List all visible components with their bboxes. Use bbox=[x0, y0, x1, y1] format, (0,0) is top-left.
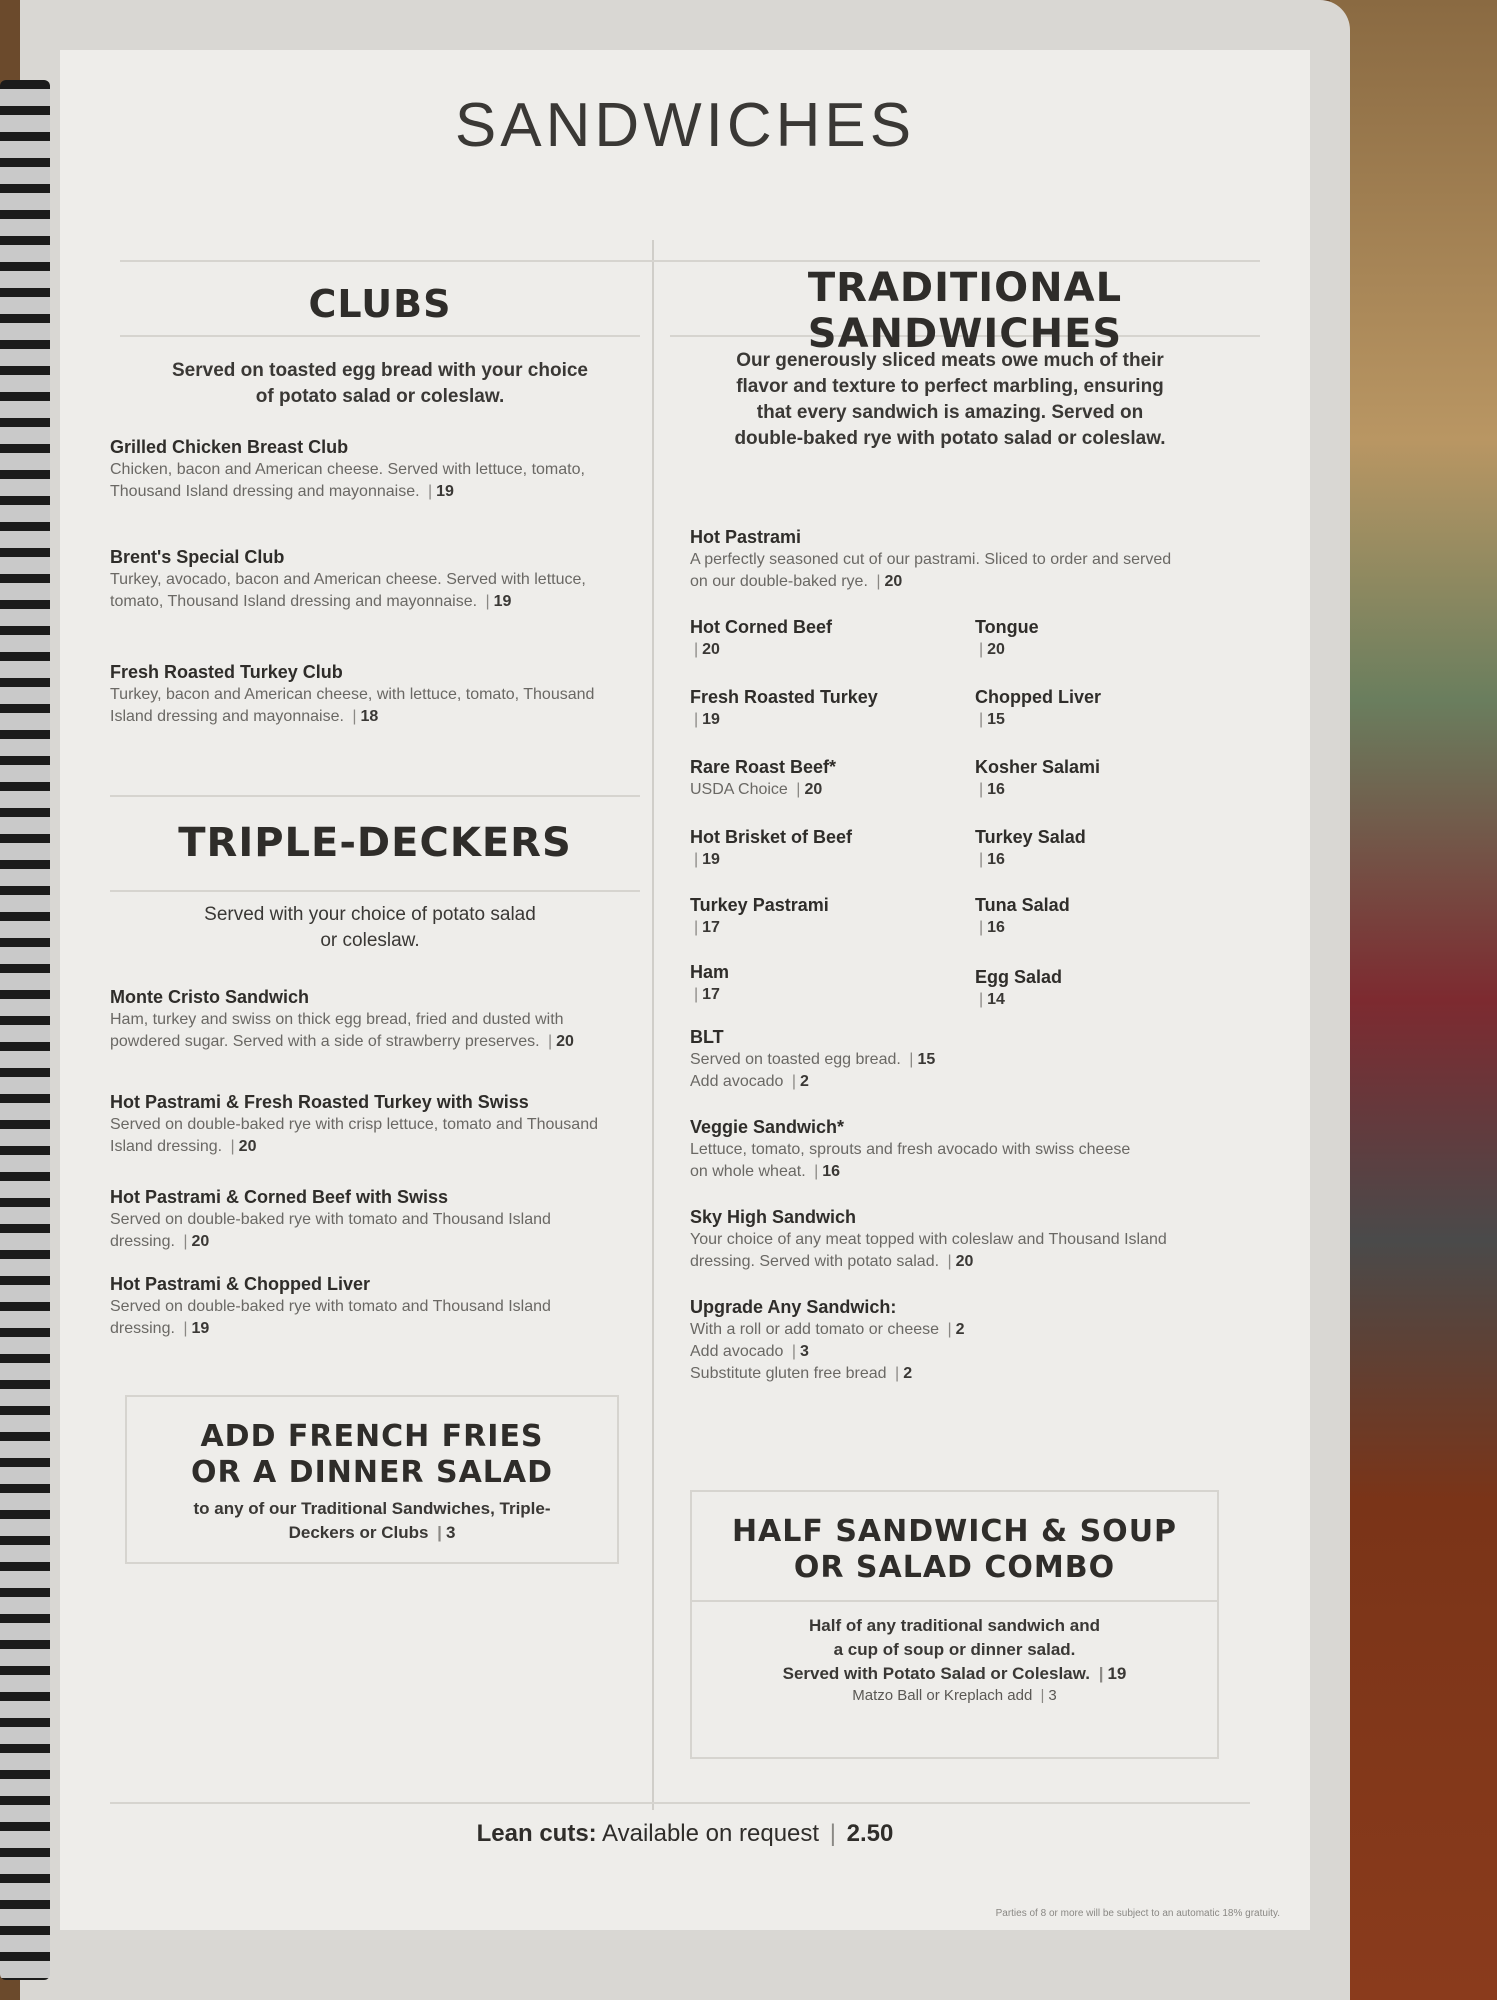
fine-print: Parties of 8 or more will be subject to an automatic 18% gratuity. bbox=[995, 1908, 1280, 1919]
upgrade-option: Add avocado bbox=[690, 1343, 784, 1360]
traditional-intro: Our generously sliced meats owe much of their flavor and texture to perfect marbling, ensuring that every sandwich is amazing. Served on double-baked rye with potato salad or coleslaw. bbox=[734, 350, 1166, 449]
menu-item: BLT Served on toasted egg bread. | 15 Add avocado | 2 bbox=[690, 1025, 1210, 1093]
column-divider bbox=[652, 240, 654, 1810]
menu-item: Chopped Liver | 15 bbox=[975, 685, 1235, 731]
item-desc: Served on double-baked rye with tomato and Thousand Island dressing. bbox=[110, 1298, 551, 1337]
item-price: 16 bbox=[822, 1163, 841, 1180]
spiral-binding bbox=[0, 80, 50, 1980]
item-desc: Lettuce, tomato, sprouts and fresh avocado with swiss cheese on whole wheat. bbox=[690, 1141, 1131, 1180]
item-price: 20 bbox=[987, 641, 1005, 658]
lean-cuts-price: 2.50 bbox=[846, 1820, 894, 1847]
item-price: 20 bbox=[238, 1138, 257, 1155]
item-desc: Turkey, avocado, bacon and American cheese. Served with lettuce, tomato, Thousand Island dressing and mayonnaise. bbox=[110, 571, 586, 610]
item-desc: Chicken, bacon and American cheese. Served with lettuce, tomato, Thousand Island dressing and mayonnaise. bbox=[110, 461, 585, 500]
upgrade-option: Substitute gluten free bread bbox=[690, 1365, 887, 1382]
menu-item: Kosher Salami | 16 bbox=[975, 755, 1235, 801]
menu-item: Tongue | 20 bbox=[975, 615, 1235, 661]
item-price: 19 bbox=[493, 593, 512, 610]
item-addon: Add avocado bbox=[690, 1073, 784, 1090]
item-price: 15 bbox=[987, 711, 1005, 728]
combo-line: Half of any traditional sandwich and bbox=[809, 1616, 1100, 1635]
item-price: 20 bbox=[556, 1033, 574, 1050]
divider bbox=[110, 795, 640, 797]
item-desc: Served on double-baked rye with tomato and Thousand Island dressing. bbox=[110, 1211, 551, 1250]
menu-item: Tuna Salad | 16 bbox=[975, 893, 1235, 939]
item-name: Kosher Salami bbox=[975, 757, 1101, 777]
upgrade-option: With a roll or add tomato or cheese bbox=[690, 1321, 940, 1338]
item-price: 20 bbox=[191, 1233, 210, 1250]
item-name: Brent's Special Club bbox=[110, 547, 285, 567]
item-name: Tuna Salad bbox=[975, 895, 1070, 915]
item-price: 20 bbox=[884, 573, 903, 590]
item-price: 16 bbox=[987, 851, 1005, 868]
item-name: Hot Pastrami & Chopped Liver bbox=[110, 1274, 371, 1294]
menu-item: Grilled Chicken Breast Club Chicken, bacon and American cheese. Served with lettuce, tomato, Thousand Island dressing and mayonnaise. | 19 bbox=[110, 435, 630, 503]
item-name: Veggie Sandwich* bbox=[690, 1117, 845, 1137]
item-price: 19 bbox=[436, 483, 454, 500]
item-price: 20 bbox=[804, 781, 823, 798]
menu-item: Turkey Pastrami | 17 bbox=[690, 893, 950, 939]
item-desc: Your choice of any meat topped with coleslaw and Thousand Island dressing. Served with potato salad. bbox=[690, 1231, 1167, 1270]
item-name: Egg Salad bbox=[975, 967, 1063, 987]
item-name: Tongue bbox=[975, 617, 1039, 637]
menu-item: Hot Brisket of Beef | 19 bbox=[690, 825, 950, 871]
item-price: 19 bbox=[702, 711, 720, 728]
menu-item: Ham | 17 bbox=[690, 960, 950, 1006]
item-name: Turkey Salad bbox=[975, 827, 1086, 847]
divider bbox=[110, 1802, 1250, 1804]
item-name: Upgrade Any Sandwich: bbox=[690, 1297, 897, 1317]
item-name: Fresh Roasted Turkey bbox=[690, 687, 878, 707]
item-name: Hot Corned Beef bbox=[690, 617, 833, 637]
menu-item: Veggie Sandwich* Lettuce, tomato, sprouts and fresh avocado with swiss cheese on whole wheat. | 16 bbox=[690, 1115, 1140, 1183]
item-price: 15 bbox=[917, 1051, 936, 1068]
menu-item: Turkey Salad | 16 bbox=[975, 825, 1235, 871]
triple-deckers-title: TRIPLE-DECKERS bbox=[178, 820, 572, 866]
combo-line: a cup of soup or dinner salad. bbox=[833, 1640, 1076, 1659]
item-name: Hot Pastrami bbox=[690, 527, 802, 547]
upgrade-price: 2 bbox=[955, 1321, 965, 1338]
menu-page bbox=[60, 50, 1310, 1930]
clubs-intro: Served on toasted egg bread with your choice of potato salad or coleslaw. bbox=[172, 360, 588, 407]
item-desc: Ham, turkey and swiss on thick egg bread, fried and dusted with powdered sugar. Served with a side of strawberry preserves. bbox=[110, 1011, 564, 1050]
item-name: Hot Brisket of Beef bbox=[690, 827, 853, 847]
item-desc: Turkey, bacon and American cheese, with lettuce, tomato, Thousand Island dressing and mayonnaise. bbox=[110, 686, 595, 725]
divider bbox=[120, 260, 1260, 262]
menu-item: Egg Salad | 14 bbox=[975, 965, 1235, 1011]
item-price: 19 bbox=[191, 1320, 210, 1337]
lean-cuts-label: Lean cuts: bbox=[476, 1820, 597, 1847]
menu-item: Sky High Sandwich Your choice of any meat topped with coleslaw and Thousand Island dressing. Served with potato salad. | 20 bbox=[690, 1205, 1230, 1273]
combo-price: 19 bbox=[1107, 1664, 1127, 1683]
menu-item: Brent's Special Club Turkey, avocado, bacon and American cheese. Served with lettuce, tomato, Thousand Island dressing and mayonnaise. | 19 bbox=[110, 545, 630, 613]
add-fries-box: ADD FRENCH FRIES OR A DINNER SALAD to any of our Traditional Sandwiches, Triple-Deckers or Clubs | 3 bbox=[125, 1395, 619, 1564]
item-name: Grilled Chicken Breast Club bbox=[110, 437, 349, 457]
item-desc: Served on double-baked rye with crisp lettuce, tomato and Thousand Island dressing. bbox=[110, 1116, 598, 1155]
box-price: 3 bbox=[445, 1523, 456, 1542]
menu-item: Monte Cristo Sandwich Ham, turkey and swiss on thick egg bread, fried and dusted with powdered sugar. Served with a side of strawberry preserves. | 20 bbox=[110, 985, 610, 1053]
menu-item: Fresh Roasted Turkey | 19 bbox=[690, 685, 950, 731]
upgrade-section: Upgrade Any Sandwich: With a roll or add tomato or cheese | 2 Add avocado | 3 Substitute gluten free bread | 2 bbox=[690, 1295, 1210, 1385]
menu-item: Fresh Roasted Turkey Club Turkey, bacon and American cheese, with lettuce, tomato, Thousand Island dressing and mayonnaise. | 18 bbox=[110, 660, 630, 728]
item-name: Rare Roast Beef* bbox=[690, 757, 837, 777]
divider bbox=[110, 890, 640, 892]
divider bbox=[120, 335, 640, 337]
item-price: 17 bbox=[702, 919, 720, 936]
item-addon-price: 2 bbox=[800, 1073, 809, 1090]
item-name: Monte Cristo Sandwich bbox=[110, 987, 310, 1007]
box-title-line: OR A DINNER SALAD bbox=[190, 1455, 554, 1490]
triple-deckers-intro: Served with your choice of potato salad or coleslaw. bbox=[204, 904, 536, 951]
item-desc: Served on toasted egg bread. bbox=[690, 1051, 901, 1068]
box-title-line: ADD FRENCH FRIES bbox=[200, 1419, 544, 1454]
item-name: Fresh Roasted Turkey Club bbox=[110, 662, 343, 682]
menu-item: Hot Pastrami & Corned Beef with Swiss Served on double-baked rye with tomato and Thousand Island dressing. | 20 bbox=[110, 1185, 610, 1253]
combo-line: Served with Potato Salad or Coleslaw. bbox=[782, 1664, 1090, 1683]
item-price: 20 bbox=[702, 641, 720, 658]
menu-item: Hot Pastrami & Chopped Liver Served on double-baked rye with tomato and Thousand Island dressing. | 19 bbox=[110, 1272, 610, 1340]
box-text: to any of our Traditional Sandwiches, Triple-Deckers or Clubs bbox=[193, 1499, 551, 1542]
background-right bbox=[1330, 0, 1497, 2000]
item-name: Sky High Sandwich bbox=[690, 1207, 857, 1227]
item-price: 14 bbox=[987, 991, 1005, 1008]
menu-item: Hot Pastrami & Fresh Roasted Turkey with Swiss Served on double-baked rye with crisp lettuce, tomato and Thousand Island dressing. | 20 bbox=[110, 1090, 610, 1158]
item-price: 16 bbox=[987, 919, 1005, 936]
half-sandwich-combo-box: HALF SANDWICH & SOUP OR SALAD COMBO Half of any traditional sandwich and a cup of soup or dinner salad. Served with Potato Salad or Coleslaw. | 19 Matzo Ball or Kreplach add | 3 bbox=[690, 1490, 1219, 1759]
item-desc: A perfectly seasoned cut of our pastrami. Sliced to order and served on our double-baked rye. bbox=[690, 551, 1172, 590]
item-name: Turkey Pastrami bbox=[690, 895, 829, 915]
lean-cuts-text: Available on request bbox=[602, 1820, 820, 1847]
traditional-title: TRADITIONAL SANDWICHES bbox=[807, 265, 1123, 357]
page-title: SANDWICHES bbox=[454, 91, 916, 160]
clubs-title: CLUBS bbox=[308, 282, 452, 326]
menu-item: Hot Corned Beef | 20 bbox=[690, 615, 950, 661]
item-price: 20 bbox=[955, 1253, 974, 1270]
combo-addon: Matzo Ball or Kreplach add bbox=[852, 1687, 1033, 1704]
upgrade-price: 2 bbox=[903, 1365, 913, 1382]
item-desc: USDA Choice bbox=[690, 781, 788, 798]
menu-item: Hot Pastrami A perfectly seasoned cut of our pastrami. Sliced to order and served on our double-baked rye. | 20 bbox=[690, 525, 1190, 593]
item-price: 18 bbox=[360, 708, 379, 725]
item-price: 17 bbox=[702, 986, 720, 1003]
upgrade-price: 3 bbox=[800, 1343, 809, 1360]
menu-item: Rare Roast Beef* USDA Choice | 20 bbox=[690, 755, 950, 801]
combo-addon-price: 3 bbox=[1048, 1687, 1057, 1704]
box-title-line: OR SALAD COMBO bbox=[793, 1550, 1116, 1585]
box-title-line: HALF SANDWICH & SOUP bbox=[731, 1514, 1178, 1549]
item-price: 16 bbox=[987, 781, 1005, 798]
item-price: 19 bbox=[702, 851, 720, 868]
item-name: Hot Pastrami & Corned Beef with Swiss bbox=[110, 1187, 449, 1207]
item-name: Ham bbox=[690, 962, 730, 982]
lean-cuts-note: Lean cuts: Available on request | 2.50 bbox=[476, 1820, 894, 1847]
box-divider bbox=[692, 1600, 1217, 1602]
item-name: BLT bbox=[690, 1027, 724, 1047]
item-name: Hot Pastrami & Fresh Roasted Turkey with Swiss bbox=[110, 1092, 529, 1112]
item-name: Chopped Liver bbox=[975, 687, 1102, 707]
